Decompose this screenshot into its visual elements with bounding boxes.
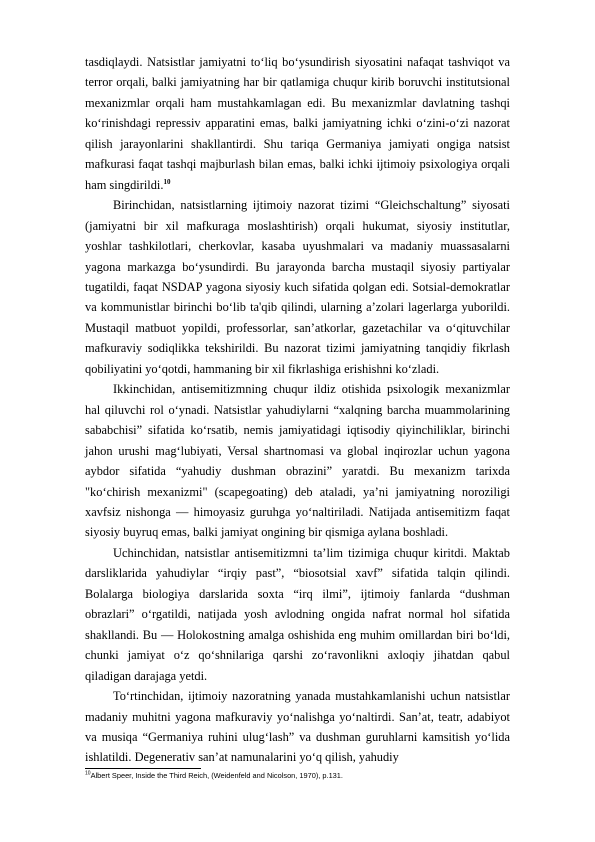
paragraph-2-text: Birinchidan, natsistlarning ijtimoiy nazorat tizimi “Gleichschaltung” siyosati (jamiyatni bir xil mafkuraga moslashtirish) orqali hukumat, siyosiy institutlar, yoshlar tashkilotlari, cherkovlar, kasaba uyushmalari va madaniy muassasalarni yagona markazga bo‘ysundirdi. Bu jarayonda barcha mustaqil siyosiy partiyalar tugatildi, faqat NSDAP yagona siyosiy kuch sifatida qolgan edi. Sotsial-demokratlar va kommunistlar birinchi bo‘lib ta'qib qilindi, ularning a’zolari lagerlarga yuborildi. Mustaqil matbuot yopildi, professorlar, san’atkorlar, gazetachilar va o‘qituvchilar mafkuraviy sodiqlikka tekshirildi. Bu nazorat tizimi jamiyatning tanqidiy fikrlash qobiliyatini yo‘qotdi, hammaning bir xil fikrlashiga erishishni ko‘zladi. <box>85 198 510 376</box>
paragraph-2 <box>85 195 510 379</box>
footnote <box>85 771 510 781</box>
paragraph-5 <box>85 686 510 768</box>
body-text <box>85 52 510 768</box>
footnote-reference[interactable]: 10 <box>163 177 171 186</box>
paragraph-3-text: Ikkinchidan, antisemitizmning chuqur ildiz otishida psixologik mexanizmlar hal qiluvchi rol o‘ynadi. Natsistlar yahudiylarni “xalqning barcha muammolarining sababchisi” sifatida ko‘rsatib, nemis jamiyatidagi iqtisodiy qiyinchiliklar, birinchi jahon urushi mag‘lubiyati, Versal shartnomasi va global inqirozlar uchun yagona aybdor sifatida “yahudiy dushman obrazini” yaratdi. Bu mexanizm tarixda "ko‘chirish mexanizmi" (scapegoating) deb ataladi, ya’ni jamiyatning noroziligi xavfsiz nishonga — himoyasiz guruhga yo‘naltiriladi. Natijada antisemitizm faqat siyosiy buyruq emas, balki jamiyat ongining bir qismiga aylana boshladi. <box>85 382 510 540</box>
footnote-text: Albert Speer, Inside the Third Reich, (Weidenfeld and Nicolson, 1970), p.131. <box>90 771 343 780</box>
footnote-number: 10 <box>85 770 91 777</box>
footnote-divider <box>85 768 201 769</box>
paragraph-1-text: tasdiqlaydi. Natsistlar jamiyatni to‘liq bo‘ysundirish siyosatini nafaqat tashviqot va terror orqali, balki jamiyatning har bir qatlamiga chuqur kirib boruvchi institutsional mexanizmlar orqali ham mustahkamlagan edi. Bu mexanizmlar davlatning tashqi ko‘rinishdagi repressiv apparatini emas, balki jamiyatning ichki o‘zini-o‘zi nazorat qilish jarayonlarini shakllantirdi. Shu tariqa Germaniya jamiyati ongiga natsist mafkurasi faqat tashqi majburlash bilan emas, balki ichki ijtimoiy psixologiya orqali ham singdirildi. <box>85 55 510 192</box>
paragraph-5-text: To‘rtinchidan, ijtimoiy nazoratning yanada mustahkamlanishi uchun natsistlar madaniy muhitni yagona mafkuraviy yo‘nalishga yo‘naltirdi. San’at, teatr, adabiyot va musiqa “Germaniya ruhini ulug‘lash” va dushman guruhlarni kamsitish yo‘lida ishlatildi. Degenerativ san’at namunalarini yo‘q qilish, yahudiy <box>85 689 510 765</box>
paragraph-4-text: Uchinchidan, natsistlar antisemitizmni ta’lim tizimiga chuqur kiritdi. Maktab darsliklarida yahudiylar “irqiy past”, “biosotsial xavf” sifatida talqin qilindi. Bolalarga biologiya darslarida soxta “irq ilmi”, ijtimoiy fanlarda “dushman obrazlari” o‘rgatildi, natijada yosh avlodning ongida nafrat normal hol sifatida shakllandi. Bu — Holokostning amalga oshishida eng muhim omillardan biri bo‘ldi, chunki jamiyat o‘z qo‘shnilariga qarshi zo‘ravonlikni axloqiy jihatdan qabul qiladigan darajaga yetdi. <box>85 545 510 683</box>
paragraph-1 <box>85 52 510 195</box>
paragraph-3 <box>85 379 510 543</box>
paragraph-4 <box>85 543 510 686</box>
